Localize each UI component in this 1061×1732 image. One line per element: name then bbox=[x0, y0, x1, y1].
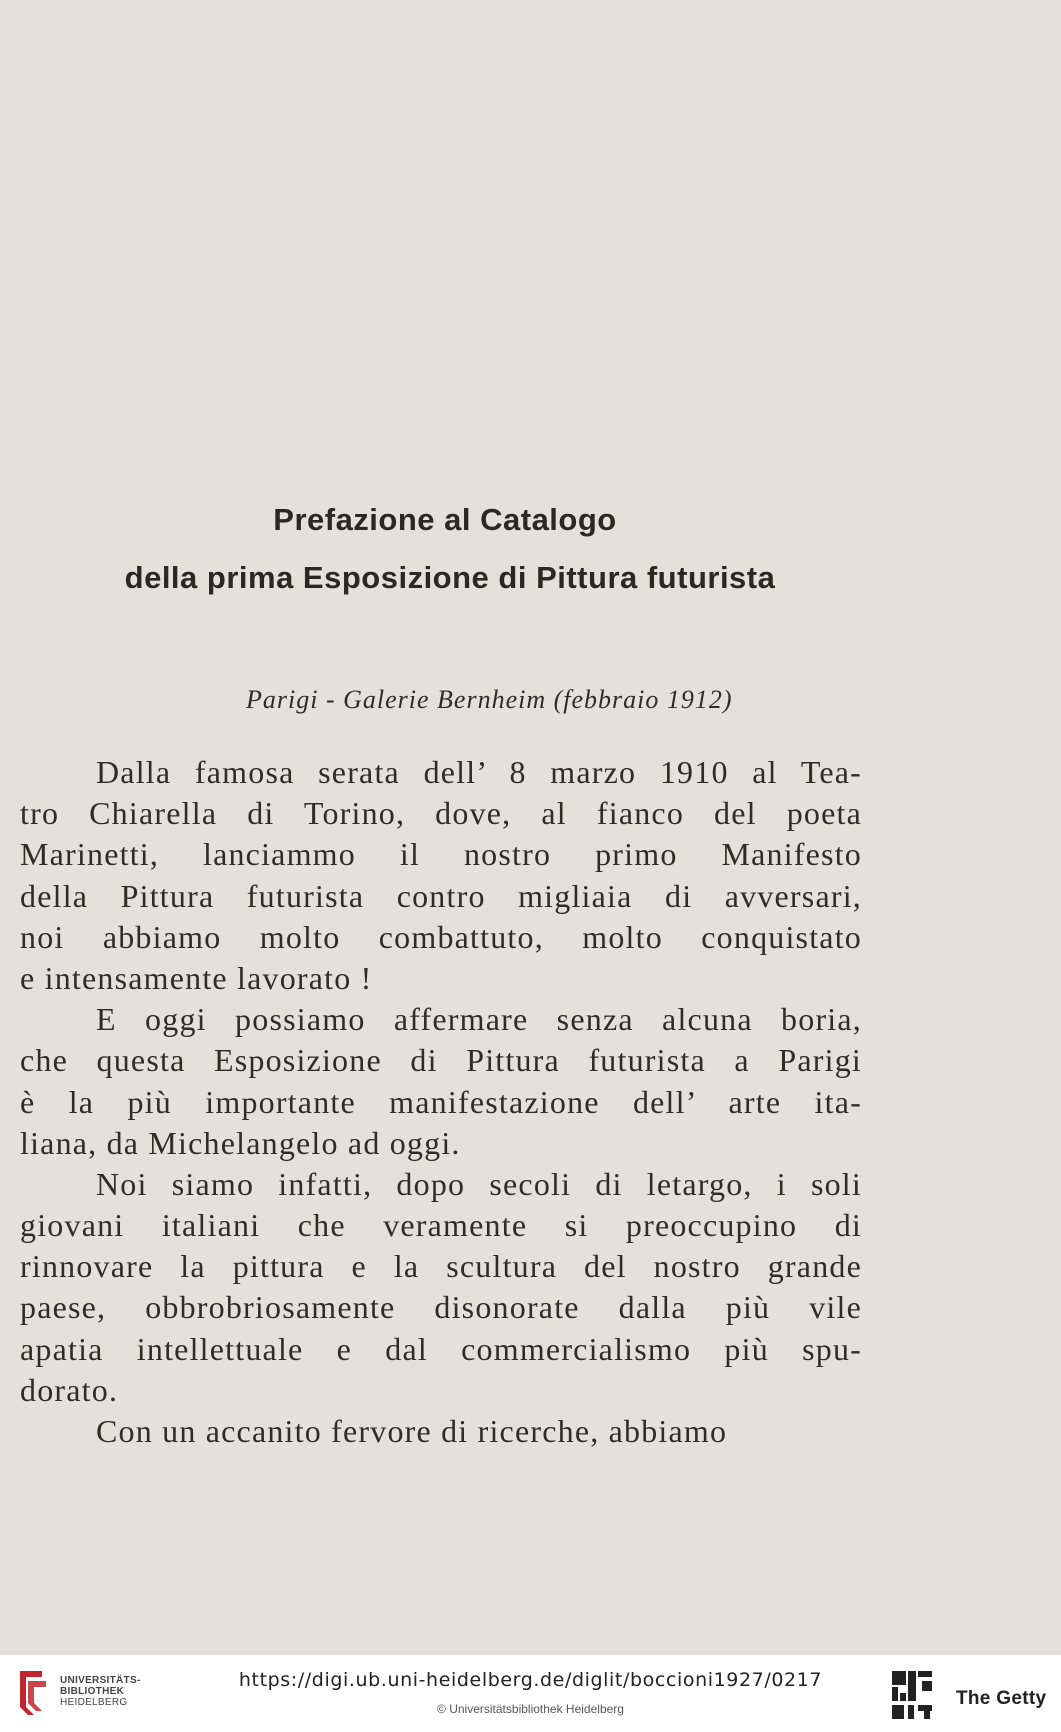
text-line: Marinetti, lanciammo il nostro primo Manifesto bbox=[20, 836, 862, 873]
text-line: E oggi possiamo affermare senza alcuna boria, bbox=[96, 1001, 862, 1038]
body-text bbox=[20, 752, 862, 1452]
page-title-line-2: della prima Esposizione di Pittura futurista bbox=[124, 560, 776, 595]
text-line: dorato. bbox=[20, 1371, 119, 1408]
text-line: liana, da Michelangelo ad oggi. bbox=[20, 1124, 461, 1161]
text-line: tro Chiarella di Torino, dove, al fianco del poeta bbox=[20, 795, 862, 832]
subtitle-place-date: Parigi - Galerie Bernheim (febbraio 1912) bbox=[246, 685, 733, 714]
text-line: giovani italiani che veramente si preoccupino di bbox=[20, 1207, 862, 1244]
text-line: è la più importante manifestazione dell’ arte ita- bbox=[20, 1083, 862, 1120]
partner-name: The Getty bbox=[956, 1688, 1047, 1709]
copyright-notice: © Universitätsbibliothek Heidelberg bbox=[437, 1702, 624, 1716]
text-line: Con un accanito fervore di ricerche, abbiamo bbox=[96, 1413, 728, 1449]
text-line: apatia intellettuale e dal commercialismo più spu- bbox=[20, 1330, 862, 1367]
getty-logo-icon[interactable] bbox=[888, 1667, 938, 1723]
permalink-url[interactable]: https://digi.ub.uni-heidelberg.de/diglit/boccioni1927/0217 bbox=[238, 1669, 823, 1691]
text-line: che questa Esposizione di Pittura futurista a Parigi bbox=[20, 1042, 862, 1079]
library-name-line: BIBLIOTHEK bbox=[60, 1686, 125, 1697]
text-line: della Pittura futurista contro migliaia di avversari, bbox=[20, 877, 862, 914]
library-name-line: HEIDELBERG bbox=[60, 1697, 128, 1708]
text-line: rinnovare la pittura e la scultura del nostro grande bbox=[20, 1248, 862, 1285]
library-name-line: UNIVERSITÄTS- bbox=[60, 1675, 141, 1686]
text-line: paese, obbrobriosamente disonorate dalla più vile bbox=[20, 1289, 862, 1326]
text-line: Dalla famosa serata dell’ 8 marzo 1910 al Tea- bbox=[96, 754, 862, 790]
text-line: noi abbiamo molto combattuto, molto conquistato bbox=[20, 918, 862, 955]
text-line: e intensamente lavorato ! bbox=[20, 959, 373, 996]
footer-bar bbox=[0, 1655, 1061, 1732]
text-line: Noi siamo infatti, dopo secoli di letargo, i soli bbox=[96, 1165, 862, 1202]
page-title-line-1: Prefazione al Catalogo bbox=[273, 502, 617, 537]
